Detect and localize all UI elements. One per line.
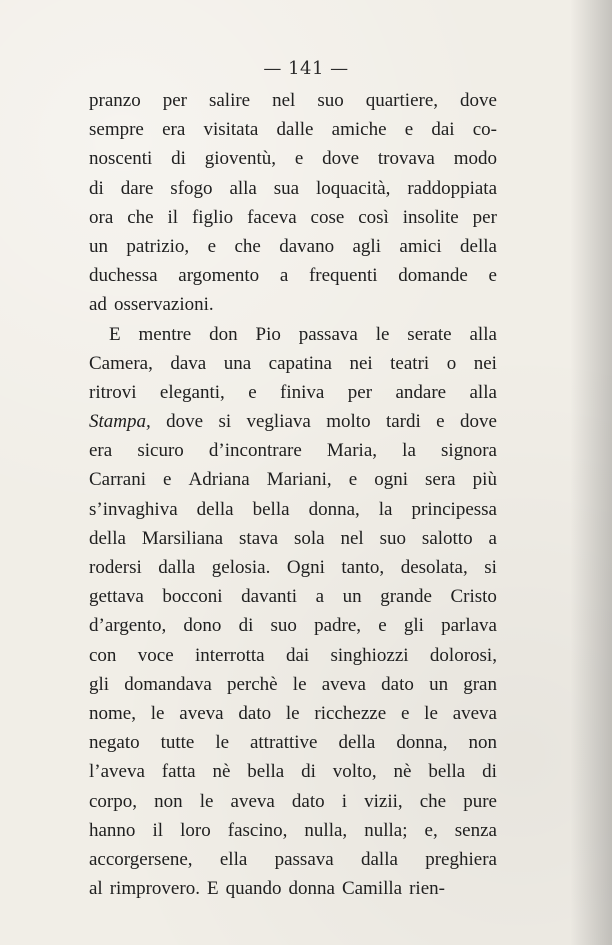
text-line	[89, 465, 497, 494]
word: duchessa	[89, 265, 158, 287]
word: stava	[239, 527, 279, 549]
word: donna,	[396, 732, 448, 754]
word: le	[150, 702, 165, 724]
text-line	[89, 670, 497, 699]
word: e	[436, 411, 445, 433]
word: della	[196, 498, 234, 520]
word: alla	[469, 381, 497, 403]
word: sfogo	[170, 177, 213, 199]
word: sera	[425, 469, 456, 491]
word: non	[468, 732, 497, 754]
word: Cristo	[450, 586, 497, 608]
text-line	[89, 232, 497, 261]
word: frequenti	[308, 265, 378, 287]
word: per	[347, 381, 373, 403]
word: le	[215, 732, 230, 754]
word: nel	[340, 527, 364, 549]
word: modo	[453, 148, 497, 170]
word: con	[89, 644, 117, 666]
word: osservazioni.	[113, 294, 214, 316]
word: capatina	[268, 352, 332, 374]
word: così	[358, 206, 389, 228]
word: della	[460, 235, 497, 257]
word: serate	[407, 323, 452, 345]
word: a	[488, 527, 497, 549]
word: quartiere,	[365, 90, 439, 111]
word: aveva	[230, 790, 275, 812]
word: amiche	[331, 119, 387, 141]
word: figlio	[191, 206, 234, 228]
word: attrattive	[249, 732, 318, 754]
word: ella	[219, 848, 248, 870]
word: per	[162, 90, 187, 111]
word: e	[400, 702, 410, 724]
word: Carrani	[89, 469, 146, 491]
word: della	[338, 732, 376, 754]
word: dai	[285, 644, 310, 666]
word: dalla	[360, 848, 398, 870]
word: faceva	[247, 206, 297, 228]
word: preghiera	[425, 848, 497, 870]
page-number: — 141 —	[263, 58, 349, 79]
word: sola	[293, 527, 325, 549]
word: perchè	[226, 673, 278, 695]
word: rien-	[409, 878, 445, 900]
word: padre,	[314, 615, 362, 637]
word: dare	[120, 177, 154, 199]
text-line	[89, 816, 497, 845]
text-line	[89, 349, 497, 378]
text-line	[89, 144, 497, 173]
word: grande	[380, 586, 432, 608]
word: s’invaghiva	[89, 498, 178, 520]
word: e	[207, 235, 217, 257]
word: ogni	[374, 469, 408, 491]
word: nè	[393, 761, 412, 783]
word: negato	[89, 732, 140, 754]
word: le	[292, 673, 307, 695]
word: accorgersene,	[89, 848, 193, 870]
word: d’argento,	[89, 615, 167, 637]
text-line	[89, 524, 497, 553]
word: E	[109, 323, 121, 345]
word: vegliava	[246, 411, 311, 433]
word: passava	[298, 323, 358, 345]
word: suo	[317, 90, 344, 111]
word: hanno	[89, 819, 136, 841]
word: teatri	[390, 352, 430, 374]
word: Pio	[255, 323, 281, 345]
word: suo	[379, 527, 407, 549]
word: voce	[137, 644, 174, 666]
word: nulla;	[364, 819, 408, 841]
word: ad	[89, 294, 107, 316]
word: andare	[395, 381, 447, 403]
word: bella	[247, 761, 285, 783]
word: trovava	[377, 148, 435, 170]
word: gettava	[89, 586, 144, 608]
word: dolorosi,	[429, 644, 497, 666]
word: nei	[349, 352, 373, 374]
word: ricchezze	[314, 702, 387, 724]
word: dove	[322, 148, 360, 170]
word: non	[154, 790, 183, 812]
text-line	[89, 641, 497, 670]
word: tutte	[160, 732, 195, 754]
word: amici	[399, 235, 442, 257]
word: fatta	[161, 761, 196, 783]
word: più	[472, 469, 497, 491]
word: bocconi	[162, 586, 223, 608]
word: nel	[272, 90, 296, 111]
word: alla	[469, 323, 497, 345]
word: un	[342, 586, 362, 608]
word: era	[89, 440, 113, 462]
word: sempre	[89, 119, 144, 141]
text-line	[89, 553, 497, 582]
word: interrotta	[194, 644, 265, 666]
word: parlava	[441, 615, 497, 637]
word: raddoppiata	[407, 177, 497, 199]
word: le	[199, 790, 214, 812]
text-line	[89, 436, 497, 465]
word: singhiozzi	[330, 644, 409, 666]
word: una	[223, 352, 252, 374]
word: eleganti,	[159, 381, 225, 403]
word: passava	[274, 848, 334, 870]
word: insolite	[402, 206, 459, 228]
text-line	[89, 407, 497, 436]
text-line	[89, 290, 497, 319]
text-line	[89, 378, 497, 407]
text-line	[89, 787, 497, 816]
word: dove	[460, 90, 497, 111]
word: don	[209, 323, 238, 345]
paragraph	[89, 86, 497, 320]
word: dono	[183, 615, 222, 637]
word: loro	[180, 819, 211, 841]
word: gli	[403, 615, 424, 637]
word: sua	[273, 177, 300, 199]
word: tardi	[385, 411, 421, 433]
word: al	[89, 878, 103, 900]
word: Adriana	[188, 469, 250, 491]
word: della	[89, 527, 126, 549]
word: le	[375, 323, 390, 345]
text-line	[89, 115, 497, 144]
word: mentre	[138, 323, 192, 345]
word: le	[424, 702, 438, 724]
word: rodersi	[89, 557, 142, 578]
word: signora	[441, 440, 497, 462]
word: e	[348, 469, 358, 491]
word: corpo,	[89, 790, 138, 812]
text-line	[89, 582, 497, 611]
word: e	[378, 615, 387, 637]
word: dato	[381, 673, 414, 695]
text-line	[89, 86, 497, 115]
text-line	[89, 174, 497, 203]
word: bella	[252, 498, 290, 520]
word: Camera,	[89, 352, 153, 374]
word: dove	[166, 411, 204, 433]
word: nei	[473, 352, 497, 374]
word: i	[341, 790, 348, 812]
word: principessa	[411, 498, 497, 520]
word: di	[238, 615, 254, 637]
word: che	[419, 790, 447, 812]
word: salire	[208, 90, 251, 111]
word: d’incontrare	[208, 440, 302, 462]
word: argomento	[178, 265, 260, 287]
word: rimprovero.	[109, 878, 200, 900]
word: Camilla	[341, 878, 403, 900]
text-line	[89, 611, 497, 640]
word: l’aveva	[89, 761, 145, 783]
word: tanto,	[341, 557, 385, 578]
word: salotto	[421, 527, 473, 549]
word: nome,	[89, 702, 136, 724]
word: gelosia.	[211, 557, 271, 578]
word: e,	[424, 819, 438, 841]
word: visitata	[203, 119, 259, 141]
word: volto,	[332, 761, 377, 783]
word: un	[89, 235, 108, 257]
word: Stampa,	[89, 411, 151, 433]
word: pranzo	[89, 90, 141, 111]
word: dalle	[276, 119, 314, 141]
word: cose	[310, 206, 345, 228]
word: che	[234, 235, 261, 257]
text-line	[89, 699, 497, 728]
text-line	[89, 728, 497, 757]
word: di	[89, 177, 104, 199]
word: Maria,	[326, 440, 378, 462]
word: e	[488, 265, 497, 287]
word: per	[472, 206, 497, 228]
word: patrizio,	[126, 235, 190, 257]
text-body	[89, 86, 497, 903]
word: dato	[291, 790, 325, 812]
text-line	[89, 495, 497, 524]
word: aveva	[452, 702, 497, 724]
word: dato	[238, 702, 272, 724]
word: la	[402, 440, 416, 462]
word: agli	[352, 235, 381, 257]
text-line	[89, 845, 497, 874]
word: pure	[463, 790, 497, 812]
word: domandava	[124, 673, 212, 695]
word: la	[378, 498, 393, 520]
word: e	[404, 119, 414, 141]
word: aveva	[321, 673, 366, 695]
word: e	[294, 148, 304, 170]
word: dai	[431, 119, 455, 141]
text-line	[89, 874, 497, 903]
word: loquacità,	[316, 177, 391, 199]
word: che	[127, 206, 154, 228]
word: vizii,	[364, 790, 403, 812]
text-line	[89, 757, 497, 786]
word: finiva	[280, 381, 325, 403]
word: di	[171, 148, 186, 170]
word: molto	[326, 411, 371, 433]
word: ritrovi	[89, 381, 137, 403]
word: o	[446, 352, 457, 374]
word: aveva	[179, 702, 224, 724]
word: donna	[288, 878, 335, 900]
word: bella	[428, 761, 466, 783]
paragraph	[89, 320, 497, 904]
word: e	[163, 469, 172, 491]
word: era	[162, 119, 186, 141]
word: Mariani,	[266, 469, 332, 491]
word: dalla	[158, 557, 196, 578]
word: quando	[225, 878, 282, 900]
word: si	[218, 411, 232, 433]
word: davanti	[241, 586, 298, 608]
word: si	[484, 557, 497, 578]
text-line	[89, 320, 497, 349]
word: alla	[229, 177, 257, 199]
word: Marsiliana	[141, 527, 224, 549]
word: gioventù,	[204, 148, 277, 170]
word: di	[301, 761, 316, 783]
word: gli	[89, 673, 110, 695]
word: il	[167, 206, 179, 228]
word: di	[482, 761, 497, 783]
word: gran	[463, 673, 497, 695]
word: donna,	[308, 498, 360, 520]
word: suo	[270, 615, 297, 637]
word: desolata,	[400, 557, 468, 578]
word: nulla,	[304, 819, 348, 841]
word: senza	[454, 819, 497, 841]
word: E	[206, 878, 219, 900]
text-line	[89, 261, 497, 290]
word: co-	[472, 119, 497, 141]
word: dava	[170, 352, 207, 374]
word: a	[279, 265, 289, 287]
word: fascino,	[227, 819, 288, 841]
word: Ogni	[286, 557, 325, 578]
page-edge-shadow	[570, 0, 612, 945]
word: dove	[459, 411, 497, 433]
word: il	[152, 819, 164, 841]
word: a	[315, 586, 325, 608]
word: noscenti	[89, 148, 153, 170]
text-line	[89, 203, 497, 232]
word: e	[248, 381, 257, 403]
word: le	[285, 702, 300, 724]
word: domande	[398, 265, 468, 287]
word: un	[429, 673, 449, 695]
word: davano	[279, 235, 335, 257]
word: sicuro	[137, 440, 184, 462]
word: nè	[212, 761, 231, 783]
word: ora	[89, 206, 114, 228]
